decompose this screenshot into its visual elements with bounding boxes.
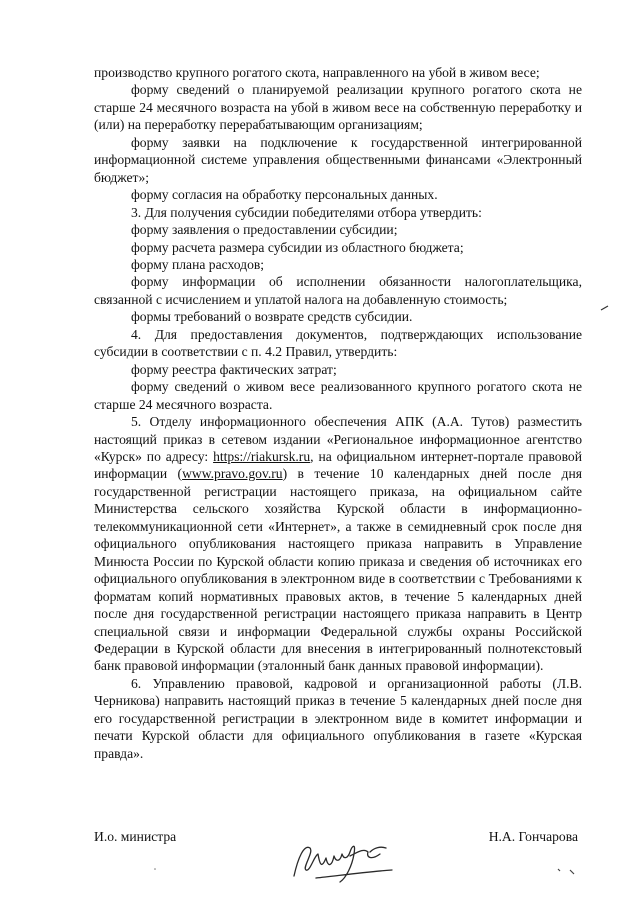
paragraph: форму расчета размера субсидии из областного бюджета; xyxy=(131,239,464,255)
paragraph: форму плана расходов; xyxy=(131,256,265,272)
signatory-name: Н.А. Гончарова xyxy=(488,829,578,844)
signatory-position: И.о. министра xyxy=(94,829,177,844)
pravo-link[interactable]: www.pravo.gov.ru xyxy=(182,466,283,482)
stray-mark xyxy=(556,866,578,876)
paragraph: 4. Для предоставления документов, подтверждающих использование субсидии в соответствии с п. 4.2 Правил, утвердить: xyxy=(94,326,582,360)
paragraph-list xyxy=(94,64,582,413)
p5-text-a: 5. Отделу информационного обеспечения АПК (А.А. Тутов) разместить настоящий приказ в сетевом издании «Региональное информационное агентство «Курск» по адресу: xyxy=(94,414,582,464)
stray-mark xyxy=(600,304,610,312)
stray-mark xyxy=(152,866,158,872)
p5-text-b: , на официальном интернет-портале правовой информации ( xyxy=(94,448,582,482)
paragraph: форму согласия на обработку персональных данных. xyxy=(131,187,438,203)
paragraph: 3. Для получения субсидии победителями отбора утвердить: xyxy=(131,204,482,220)
paragraph: форму заявки на подключение к государственной интегрированной информационной системе управления общественными финансами «Электронный бюджет»; xyxy=(94,134,582,185)
document-body xyxy=(94,64,582,762)
paragraph: формы требований о возврате средств субсидии. xyxy=(131,309,413,325)
paragraph: форму сведений о планируемой реализации крупного рогатого скота не старше 24 месячного возраста на убой в живом весе на собственную переработку и (или) на переработку перерабатывающим организациям; xyxy=(94,82,582,133)
riakursk-link[interactable]: https://riakursk.ru xyxy=(213,448,311,464)
p5-text-c: ) в течение 10 календарных дней после дня государственной регистрации настоящего приказа, на официальном сайте Министерства сельского хозяйства Курской области в информационно-телекоммуникационной сети «Интернет», а также в семидневный срок после дня официального опубликования настоящего приказа направить в Управление Минюста России по Курской области копию приказа и сведения об источниках его официального опубликования в электронном виде в соответствии с Требованиями к форматам копий нормативных правовых актов, в течение 5 календарных дней после дня государственной регистрации настоящего приказа направить в Центр специальной связи и информации Федеральной службы охраны Российской Федерации в Курской области для внесения в интегрированный полнотекстовый банк правовой информации (эталонный банк данных правовой информации). xyxy=(94,466,582,674)
paragraph-6: 6. Управлению правовой, кадровой и организационной работы (Л.В. Черникова) направить настоящий приказ в течение 5 календарных дней после дня его государственной регистрации в электронном виде в комитет информации и печати Курской области для официального опубликования в газете «Курская правда». xyxy=(94,675,582,761)
paragraph: форму реестра фактических затрат; xyxy=(131,361,337,377)
paragraph: форму заявления о предоставлении субсидии; xyxy=(131,222,398,238)
paragraph: производство крупного рогатого скота, направленного на убой в живом весе; xyxy=(94,65,540,80)
paragraph-5 xyxy=(94,413,582,675)
paragraph: форму информации об исполнении обязанности налогоплательщика, связанной с исчислением и уплатой налога на добавленную стоимость; xyxy=(94,274,582,307)
paragraph: форму сведений о живом весе реализованного крупного рогатого скота не старше 24 месячного возраста. xyxy=(94,379,582,412)
handwritten-signature xyxy=(288,832,398,886)
